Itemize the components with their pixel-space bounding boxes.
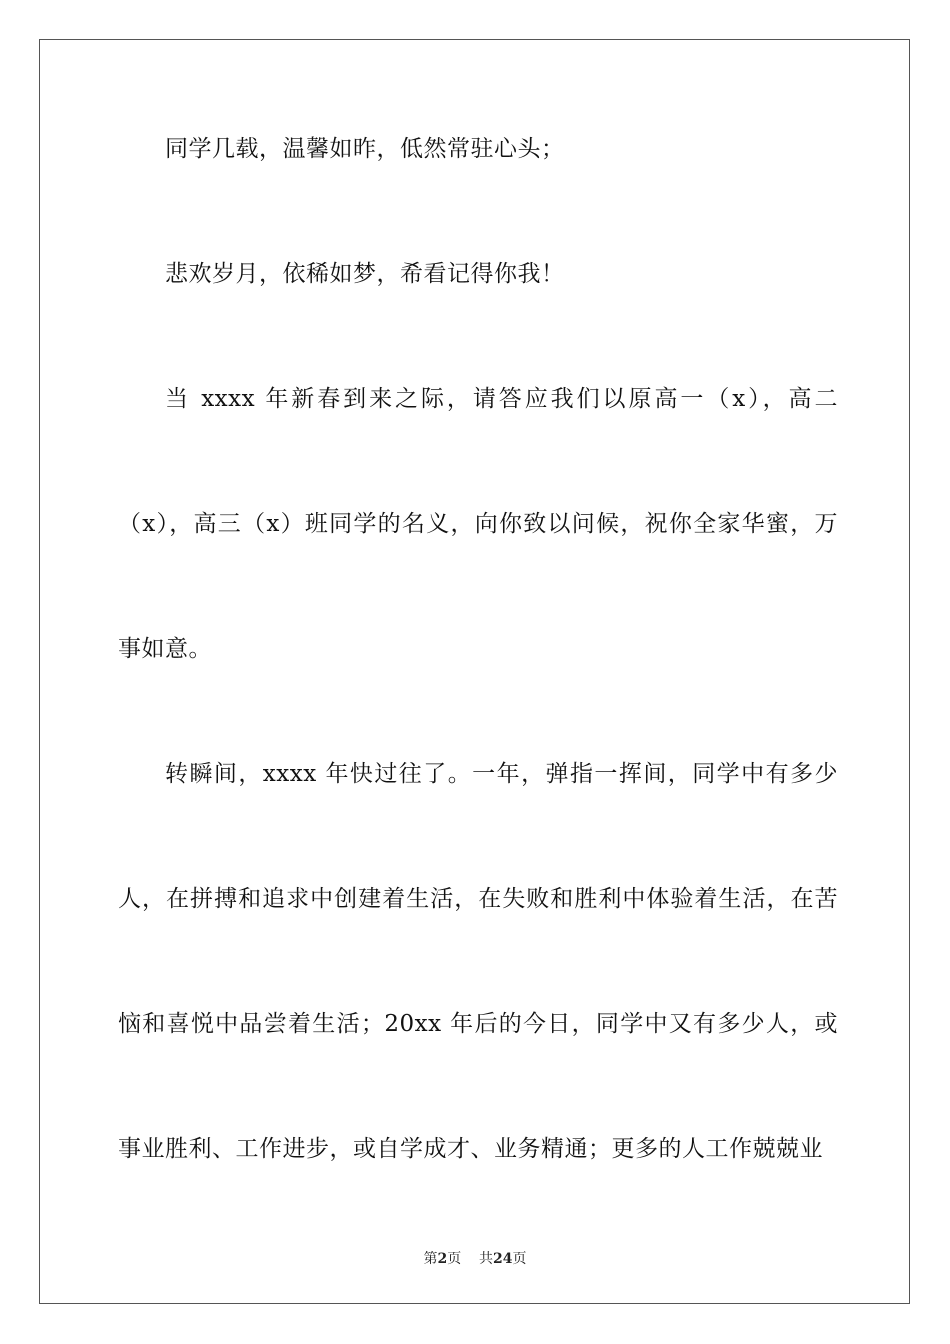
paragraph-2: 悲欢岁月，依稀如梦，希看记得你我！ — [165, 261, 565, 287]
paragraph-1: 同学几载，温馨如昨，低然常驻心头； — [165, 136, 565, 162]
paragraph-3: 当 xxxx 年新春到来之际，请答应我们以原高一（x），高二（x），高三（x）班同学的名义，向你致以问候，祝你全家华蜜，万事如意。 — [118, 386, 838, 662]
total-suffix: 页 — [512, 1251, 527, 1267]
page-prefix: 第 — [423, 1251, 438, 1267]
total-prefix: 共 — [479, 1251, 494, 1267]
paragraph-4: 转瞬间，xxxx 年快过往了。一年，弹指一挥间，同学中有多少人，在拼搏和追求中创建着生活，在失败和胜利中体验着生活，在苦恼和喜悦中品尝着生活；20xx 年后的今日，同学中又有多少人，或事业胜利、工作进步，或自学成才、业务精通；更多的人工作兢兢业 — [118, 761, 838, 1162]
total-pages: 24 — [493, 1251, 513, 1267]
page-suffix: 页 — [447, 1251, 462, 1267]
page-number: 2 — [437, 1251, 448, 1267]
page-footer — [0, 1248, 950, 1268]
